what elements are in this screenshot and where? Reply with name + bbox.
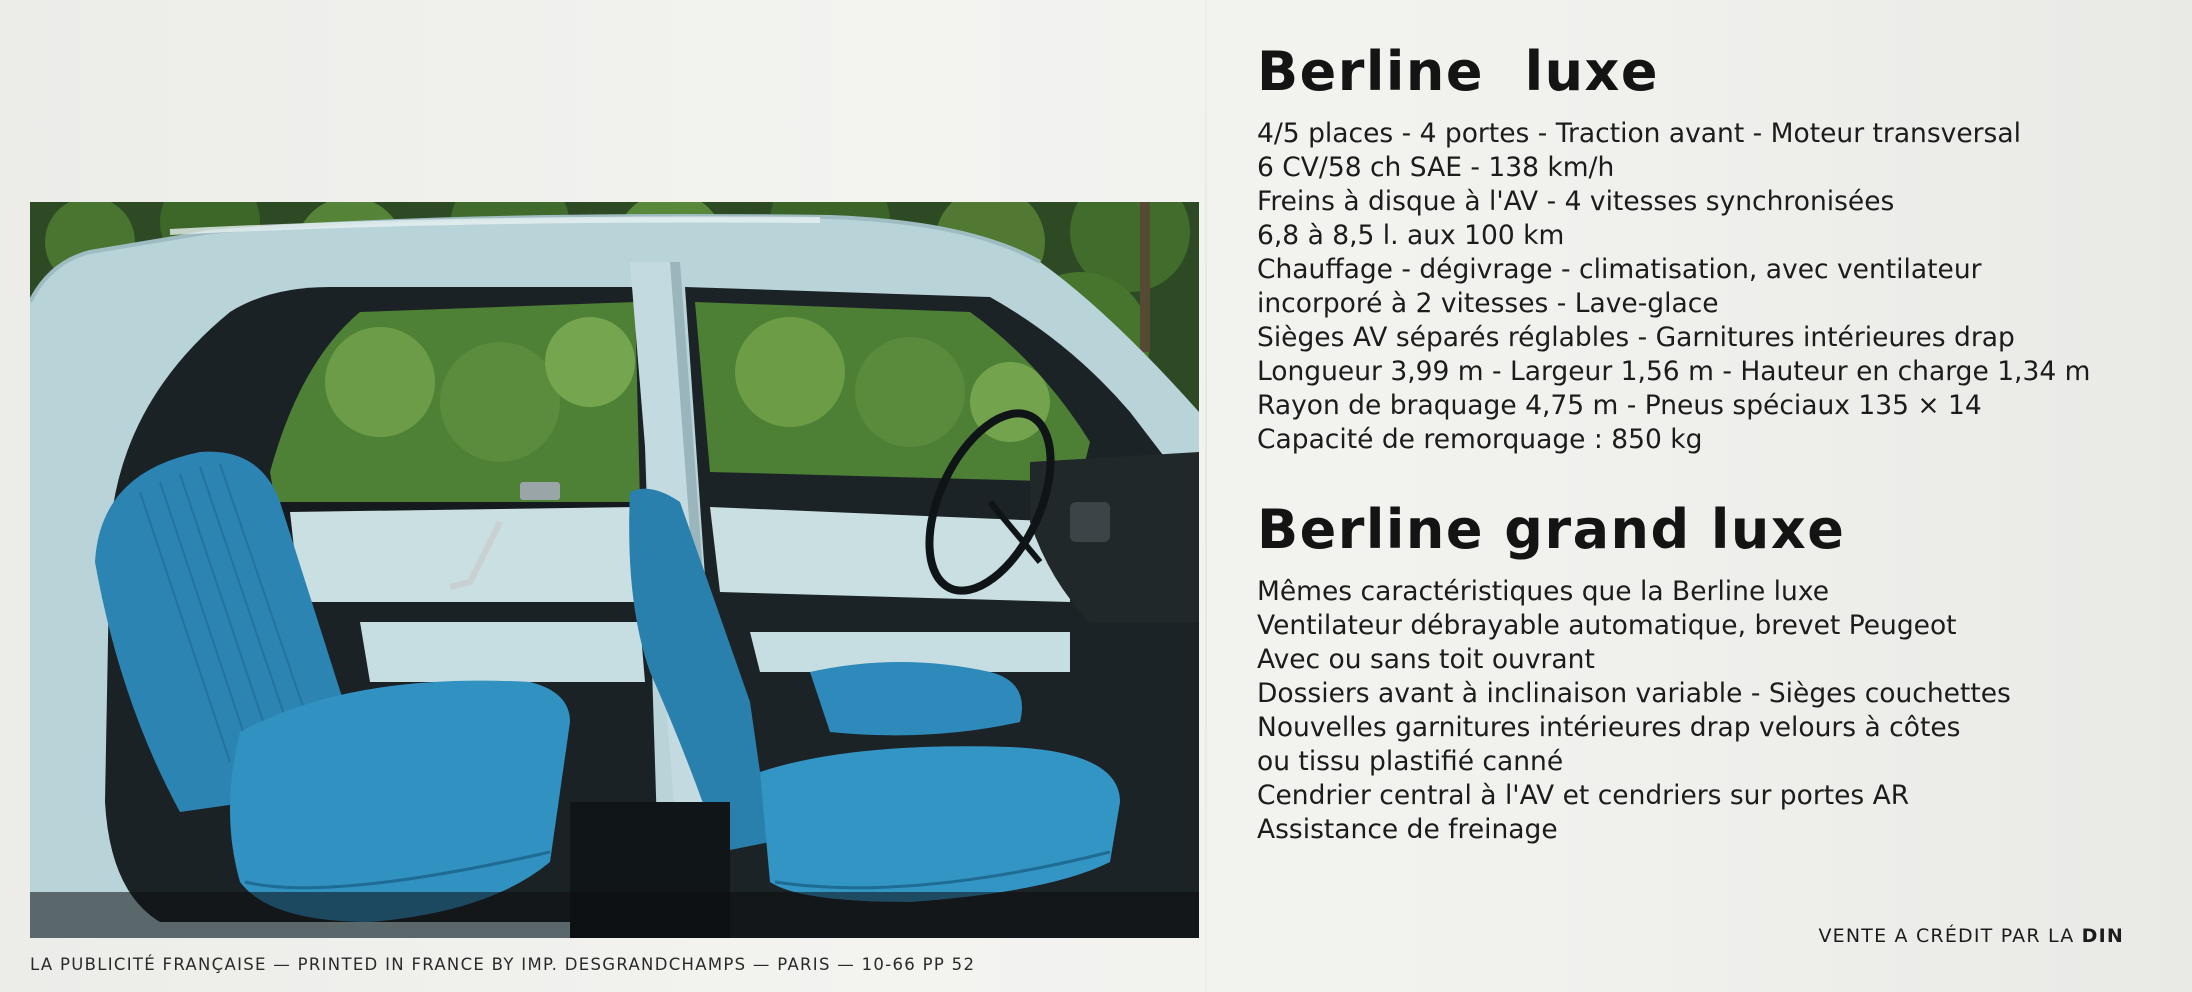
spec-line: Sièges AV séparés réglables - Garnitures intérieures drap xyxy=(1257,322,2015,353)
spec-line: Dossiers avant à inclinaison variable - Sièges couchettes xyxy=(1257,678,2011,709)
credit-line xyxy=(1818,925,2124,947)
berline-luxe-spec-list xyxy=(1257,117,2090,457)
spec-line: 6,8 à 8,5 l. aux 100 km xyxy=(1257,220,1565,251)
spec-line: Avec ou sans toit ouvrant xyxy=(1257,644,1595,675)
spec-line: 6 CV/58 ch SAE - 138 km/h xyxy=(1257,152,1615,183)
spec-line: Longueur 3,99 m - Largeur 1,56 m - Hauteur en charge 1,34 m xyxy=(1257,356,2091,387)
rear-door-panel xyxy=(290,507,645,602)
car-interior-photo xyxy=(30,202,1199,938)
spec-line: ou tissu plastifié canné xyxy=(1257,746,1564,777)
spec-line: Capacité de remorquage : 850 kg xyxy=(1257,424,1703,455)
spec-line: Chauffage - dégivrage - climatisation, avec ventilateur xyxy=(1257,254,1982,285)
spec-line: Mêmes caractéristiques que la Berline luxe xyxy=(1257,576,1830,607)
berline-grand-luxe-section xyxy=(1257,498,2011,847)
berline-luxe-section xyxy=(1257,40,2091,457)
berline-grand-luxe-title: Berline grand luxe xyxy=(1257,498,1846,561)
printer-imprint: LA PUBLICITÉ FRANÇAISE — PRINTED IN FRANCE BY IMP. DESGRANDCHAMPS — PARIS — 10-66 PP 52 xyxy=(30,955,976,974)
passenger-seat xyxy=(810,662,1022,735)
credit-text: VENTE A CRÉDIT PAR LA xyxy=(1818,925,2082,947)
spec-line: Nouvelles garnitures intérieures drap velours à côtes xyxy=(1257,712,1961,743)
spec-line: 4/5 places - 4 portes - Traction avant - Moteur transversal xyxy=(1257,118,2021,149)
page-fold xyxy=(1205,0,1207,992)
spec-line: Assistance de freinage xyxy=(1257,814,1558,845)
spec-line: Cendrier central à l'AV et cendriers sur portes AR xyxy=(1257,780,1910,811)
berline-grand-luxe-spec-list xyxy=(1257,575,2011,847)
berline-luxe-title: Berline luxe xyxy=(1257,40,1660,103)
spec-line: Ventilateur débrayable automatique, brevet Peugeot xyxy=(1257,610,1957,641)
spec-line: Rayon de braquage 4,75 m - Pneus spéciaux 135 × 14 xyxy=(1257,390,1982,421)
credit-din: DIN xyxy=(2081,925,2124,947)
spec-line: Freins à disque à l'AV - 4 vitesses synchronisées xyxy=(1257,186,1895,217)
spec-line: incorporé à 2 vitesses - Lave-glace xyxy=(1257,288,1719,319)
